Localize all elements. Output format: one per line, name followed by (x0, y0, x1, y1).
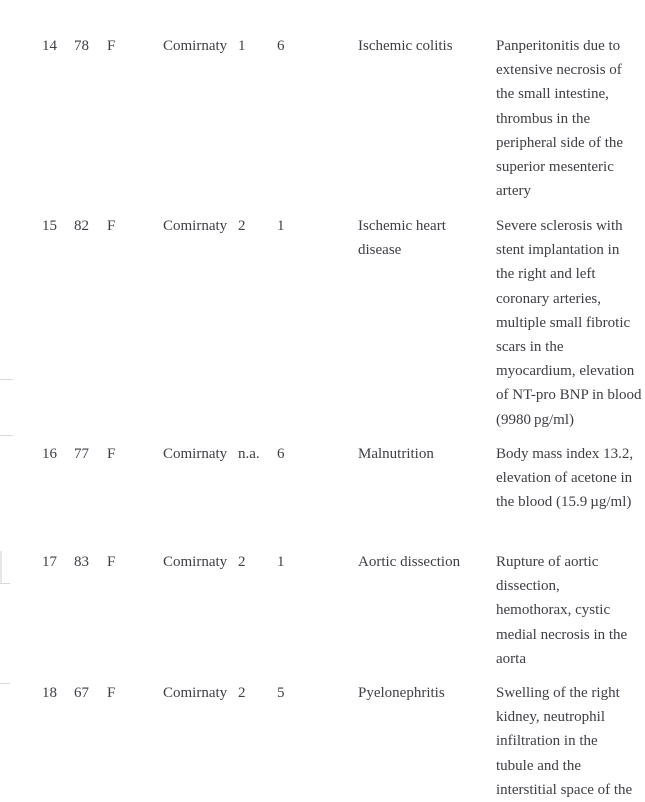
cell-cause-of-death (358, 34, 473, 58)
text-line: the blood (15.9 µg/ml) (496, 494, 632, 511)
cell-vaccine: Comirnaty (163, 554, 228, 570)
cell-age: 77 (74, 446, 89, 462)
text-line: thrombus in the (496, 110, 591, 127)
cell-case-no: 15 (42, 218, 57, 234)
cell-findings (496, 442, 636, 515)
text-line: the right and left (496, 266, 596, 283)
text-line: Body mass index 13.2, (496, 446, 634, 462)
cell-age: 83 (74, 554, 89, 570)
text-line: interstitial space of the (496, 781, 633, 798)
text-line: hemothorax, cystic (496, 602, 611, 619)
text-line: of NT-pro BNP in blood (496, 387, 642, 404)
cell-dose: 2 (238, 554, 246, 570)
text-line: superior mesenteric (496, 159, 614, 176)
text-line: Ischemic heart (358, 218, 446, 234)
cell-cause-of-death (358, 681, 473, 705)
text-line: Swelling of the right (496, 685, 620, 701)
text-line: Ischemic colitis (358, 38, 453, 54)
cell-sex: F (107, 218, 116, 234)
margin-rule (0, 583, 10, 584)
cell-vaccine: Comirnaty (163, 446, 228, 462)
cell-age: 78 (74, 38, 89, 54)
cell-vaccine: Comirnaty (163, 685, 228, 701)
margin-rule-vertical (0, 551, 2, 583)
text-line: stent implantation in (496, 242, 620, 259)
cell-findings (496, 214, 642, 432)
cell-dose: n.a. (238, 446, 260, 462)
text-line: kidney, neutrophil (496, 709, 606, 726)
text-line: extensive necrosis of (496, 62, 622, 79)
text-line: medial necrosis in the (496, 626, 628, 643)
cell-vaccine: Comirnaty (163, 38, 228, 54)
text-line: multiple small fibrotic (496, 314, 631, 331)
cell-cause-of-death (358, 214, 473, 262)
text-line: Pyelonephritis (358, 685, 445, 701)
text-line: (9980 pg/ml) (496, 411, 574, 428)
margin-rule (0, 435, 13, 436)
cell-days: 1 (277, 554, 285, 570)
cell-dose: 1 (238, 38, 246, 54)
cell-dose: 2 (238, 218, 246, 234)
cell-days: 1 (277, 218, 285, 234)
cell-sex: F (107, 38, 116, 54)
text-line: Panperitonitis due to (496, 38, 621, 54)
text-line: Rupture of aortic (496, 554, 599, 570)
text-line: Severe sclerosis with (496, 218, 623, 234)
cell-case-no: 18 (42, 685, 57, 701)
text-line: disease (358, 242, 402, 259)
text-line: infiltration in the (496, 733, 598, 750)
cell-sex: F (107, 685, 116, 701)
text-line: Malnutrition (358, 446, 434, 462)
text-line: scars in the (496, 339, 564, 356)
cell-days: 6 (277, 38, 285, 54)
text-line: the small intestine, (496, 86, 609, 103)
text-line: peripheral side of the (496, 134, 624, 151)
cell-cause-of-death (358, 442, 473, 466)
text-line: elevation of acetone in (496, 470, 633, 487)
text-line: tubule and the (496, 757, 581, 774)
margin-rule (0, 683, 10, 684)
text-line: dissection, (496, 578, 560, 595)
cell-days: 5 (277, 685, 285, 701)
cell-sex: F (107, 554, 116, 570)
cell-age: 82 (74, 218, 89, 234)
cell-findings (496, 681, 636, 802)
text-line: artery (496, 183, 531, 200)
cell-cause-of-death (358, 550, 473, 574)
cell-findings (496, 550, 636, 671)
cell-days: 6 (277, 446, 285, 462)
cell-sex: F (107, 446, 116, 462)
cell-case-no: 17 (42, 554, 57, 570)
cell-vaccine: Comirnaty (163, 218, 228, 234)
cell-case-no: 14 (42, 38, 57, 54)
cell-case-no: 16 (42, 446, 57, 462)
text-line: aorta (496, 650, 526, 667)
margin-rule (0, 379, 13, 380)
text-line: myocardium, elevation (496, 363, 635, 380)
cell-findings (496, 34, 636, 203)
cell-dose: 2 (238, 685, 246, 701)
cell-age: 67 (74, 685, 89, 701)
text-line: coronary arteries, (496, 290, 601, 307)
text-line: Aortic dissection (358, 554, 461, 570)
